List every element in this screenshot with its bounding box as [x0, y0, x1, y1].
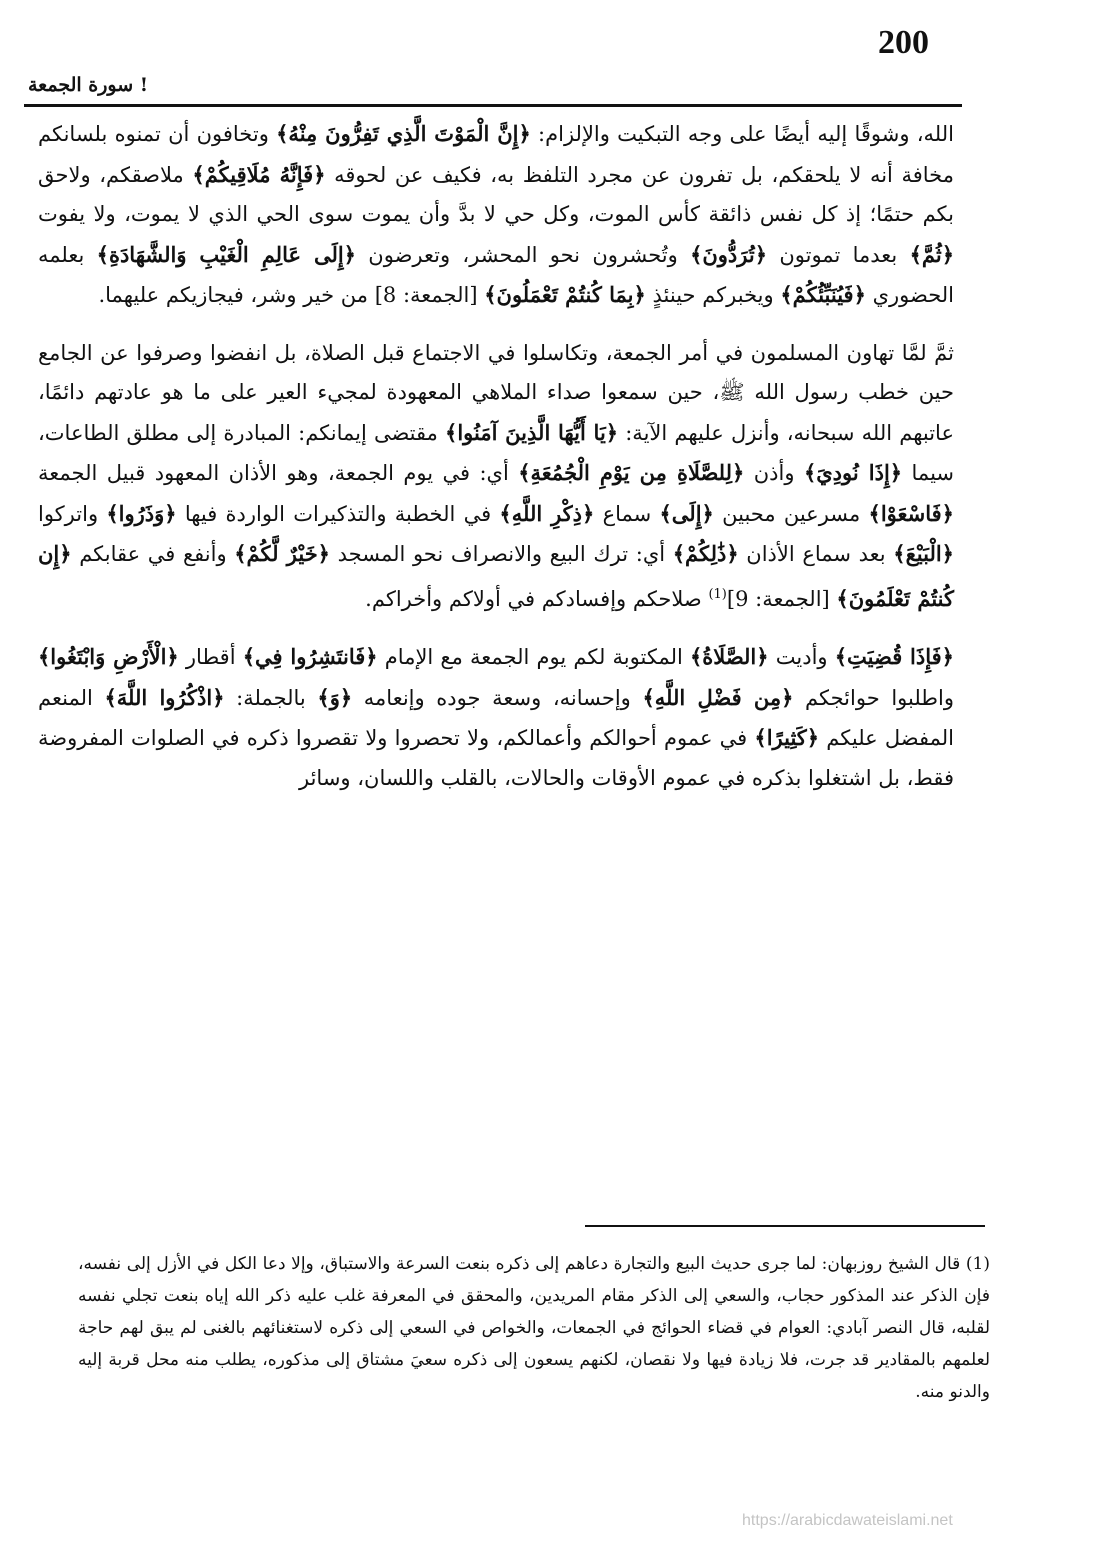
quran-quote: ﴿فَانتَشِرُوا فِي﴾ [242, 644, 378, 669]
text-run: المكتوبة لكم يوم الجمعة مع الإمام [377, 645, 690, 669]
running-header: ! سورة الجمعة [28, 74, 149, 96]
quran-quote: ﴿إِن كُنتُمْ تَعْلَمُونَ﴾ [38, 541, 954, 611]
footnote-rule [585, 1225, 985, 1227]
paragraph-1 [38, 114, 954, 316]
text-run: مسرعين محبين [713, 501, 869, 526]
paragraph-2 [38, 334, 954, 620]
quran-quote: ﴿يَا أَيُّهَا الَّذِينَ آمَنُوا﴾ [445, 419, 619, 445]
quran-quote: ﴿بِمَا كُنتُمْ تَعْمَلُونَ﴾ [484, 282, 646, 307]
quran-quote: ﴿اذْكُرُوا اللَّهَ﴾ [104, 684, 225, 710]
footnotes [78, 1248, 990, 1408]
quran-quote: ﴿لِلصَّلَاةِ مِن يَوْمِ الْجُمُعَةِ﴾ [518, 460, 745, 485]
main-text [38, 114, 954, 798]
footnote-ref: (1) [708, 586, 727, 602]
text-run: [الجمعة: 8] من خير وشر، فيجازيكم عليهما. [98, 283, 485, 307]
quran-quote: ﴿كَثِيرًا﴾ [754, 725, 820, 750]
text-run: بعلمه الحضوري [38, 242, 954, 307]
text-run: في عموم أحوالكم وأعمالكم، ولا تحصروا ولا تقصروا ذكره في الصلوات المفروضة فقط، بل اشتغلوا بذكره في عموم الأوقات والحالات، بالقلب واللسان، وسائر [38, 726, 954, 790]
text-run: ملاصقكم، ولاحق بكم حتمًا؛ إذ كل نفس ذائقة كأس الموت، وكل حي لا بدَّ وأن يموت سوى الحي الذي لا يموت، ولا يفوت [38, 162, 954, 226]
text-run: وأذن [744, 461, 804, 485]
footnote-1: (1) قال الشيخ روزبهان: لما جرى حديث البيع والتجارة دعاهم إلى ذكره بنعت السرعة والاستباق، وإلا دعا الكل في الأزل إلى نفسه، فإن الذكر عند المذكور حجاب، والسعي إلى الذكر مقام المريدين، والمحقق في المعرفة غلب عليه ذكر الله إياه بنعت تجلي نفسه لقلبه، قال النصر آبادي: العوام في قضاء الحوائج في الجمعات، والخواص في السعي إلى ذكره لاستغنائهم بالغنى لم يبق لهم حاجة لعلمهم بالمقادير قد جرت، فلا زيادة فيها ولا نقصان، لكنهم يسعون إلى ذكره سعيَ مشتاق إلى مذكوره، يطلب منه محل قربة إليه والدنو منه. [78, 1254, 990, 1402]
text-run: الله، وشوقًا إليه أيضًا على وجه التبكيت والإلزام: [530, 122, 954, 146]
quran-quote: ﴿إِلَى﴾ [659, 500, 714, 526]
text-run: ويخبركم حينئذٍ [645, 283, 781, 307]
quran-quote: ﴿الصَّلَاةُ﴾ [689, 644, 769, 669]
quran-quote: ﴿ثُمَّ﴾ [909, 241, 954, 267]
text-run: أقطار [178, 645, 243, 669]
text-run: أي: ترك البيع والانصراف نحو المسجد [330, 542, 673, 566]
text-run: وتُحشرون نحو المحشر، وتعرضون [356, 242, 691, 267]
text-run: [الجمعة: 9] [726, 586, 837, 611]
watermark-url: https://arabicdawateislami.net [742, 1512, 953, 1529]
quran-quote: ﴿إِنَّ الْمَوْتَ الَّذِي تَفِرُّونَ مِنْهُ﴾ [276, 121, 531, 146]
quran-quote: ﴿إِلَى عَالِمِ الْغَيْبِ وَالشَّهَادَةِ﴾ [96, 241, 356, 267]
text-run: سماع [594, 501, 660, 526]
quran-quote: ﴿إِذَا نُودِيَ﴾ [803, 460, 903, 485]
text-run: مقتضى إيمانكم: المبادرة إلى مطلق الطاعات، سيما [38, 420, 954, 485]
text-run: واطلبوا حوائجكم [793, 685, 954, 710]
header-rule [24, 104, 962, 107]
quran-quote: ﴿ذِكْرِ اللَّهِ﴾ [499, 500, 595, 526]
quran-quote: ﴿ذَٰلِكُمْ﴾ [672, 541, 739, 566]
quran-quote: ﴿تُرَدُّونَ﴾ [690, 241, 768, 267]
text-run: بعدما تموتون [767, 242, 910, 267]
text-run: صلاحكم وإفسادكم في أولاكم وأخراكم. [365, 586, 709, 611]
text-run: في الخطبة والتذكيرات الواردة فيها [176, 501, 500, 526]
quran-quote: ﴿الْبَيْعَ﴾ [893, 541, 954, 566]
text-run: بالجملة: [224, 685, 318, 710]
quran-quote: ﴿وَ﴾ [317, 684, 353, 710]
quran-quote: ﴿وَذَرُوا﴾ [106, 500, 177, 526]
quran-quote: ﴿فَإِنَّهُ مُلَاقِيكُمْ﴾ [192, 161, 326, 187]
text-run: المنعم المفضل عليكم [38, 685, 954, 750]
quran-quote: ﴿فَيُنَبِّئُكُمْ﴾ [780, 282, 866, 307]
quran-quote: ﴿فَاسْعَوْا﴾ [868, 500, 954, 526]
page-number: 200 [878, 24, 929, 61]
text-run: وأديت [768, 645, 835, 669]
paragraph-3 [38, 637, 954, 798]
text-run: وإحسانه، وسعة جوده وإنعامه [352, 685, 643, 710]
quran-quote: ﴿خَيْرٌ لَّكُمْ﴾ [234, 541, 330, 566]
text-run: وأنفع في عقابكم [71, 542, 235, 566]
quran-quote: ﴿فَإِذَا قُضِيَتِ﴾ [834, 644, 954, 669]
text-run: ثمَّ لمَّا تهاون المسلمون في أمر الجمعة، وتكاسلوا في الاجتماع قبل الصلاة، بل انفضوا وصرفوا عن الجامع حين خطب رسول الله ﷺ، حين سمعوا صداء الملاهي المعهودة لمجيء العير على ما هو عادتهم دائمًا، عاتبهم الله سبحانه، وأنزل عليهم الآية: [38, 340, 954, 445]
quran-quote: ﴿مِن فَضْلِ اللَّهِ﴾ [642, 684, 794, 710]
text-run: واتركوا [38, 501, 107, 526]
text-run: أي: في يوم الجمعة، وهو الأذان المعهود قبيل الجمعة [38, 461, 519, 485]
quran-quote: ﴿الْأَرْضِ وَابْتَغُوا﴾ [38, 644, 179, 669]
text-run: وتخافون أن تمنوه بلسانكم مخافة أنه لا يلحقكم، بل تفرون عن مجرد التلفظ به، فكيف عن لحوقه [38, 122, 954, 187]
text-run: بعد سماع الأذان [738, 542, 894, 566]
